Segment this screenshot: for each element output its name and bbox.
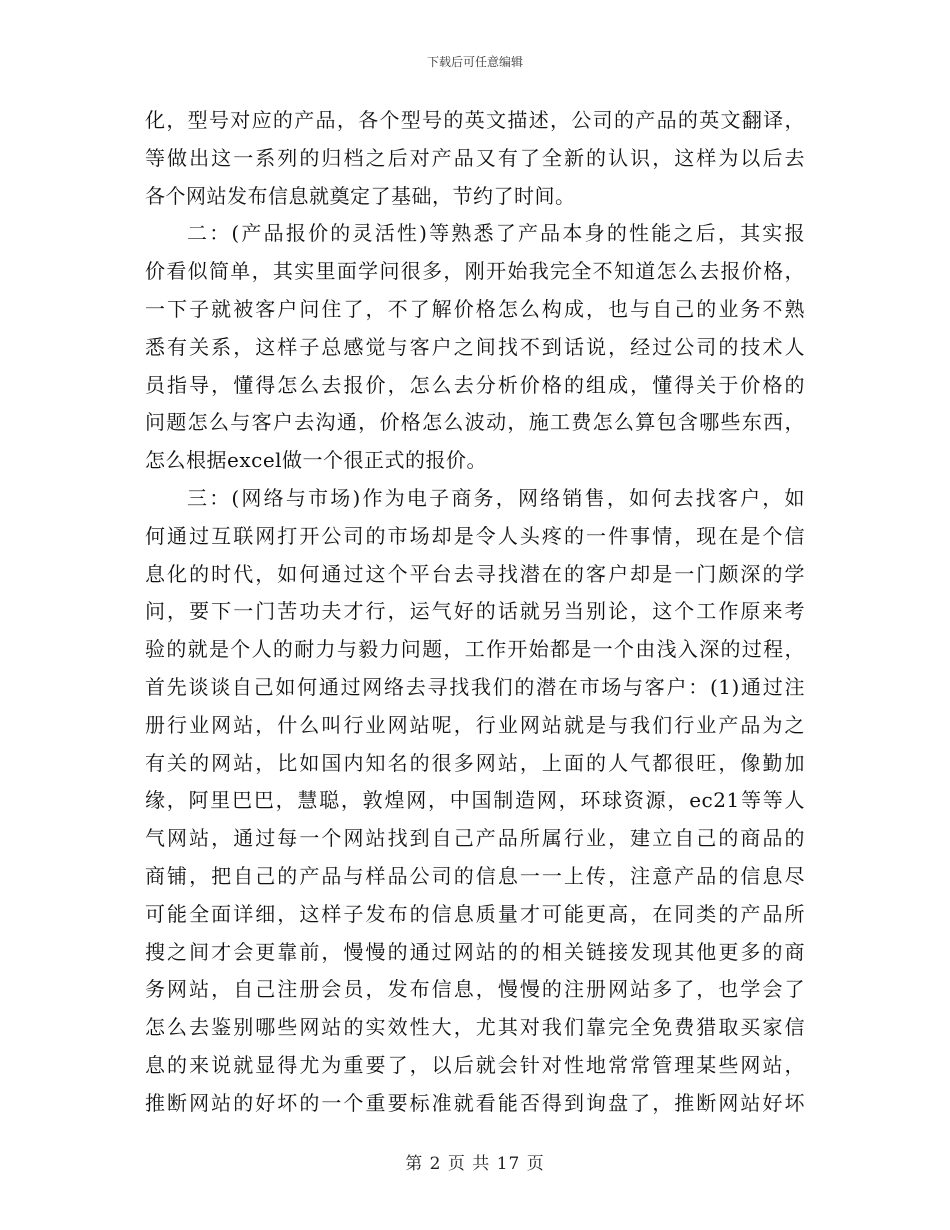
text-line: 怎么去鉴别哪些网站的实效性大，尤其对我们靠完全免费猎取买家信 xyxy=(145,1015,805,1040)
text-line: 息的来说就显得尤为重要了，以后就会针对性地常常管理某些网站， xyxy=(145,1052,805,1077)
text-line: 验的就是个人的耐力与毅力问题，工作开始都是一个由浅入深的过程， xyxy=(145,637,805,662)
text-line: 各个网站发布信息就奠定了基础，节约了时间。 xyxy=(145,183,576,208)
text-line: 何通过互联网打开公司的市场却是令人头疼的一件事情，现在是个信 xyxy=(145,523,805,548)
text-line: 怎么根据excel做一个很正式的报价。 xyxy=(145,448,488,473)
text-line: 问题怎么与客户去沟通，价格怎么波动，施工费怎么算包含哪些东西， xyxy=(145,410,805,435)
text-line: 问，要下一门苦功夫才行，运气好的话就另当别论，这个工作原来考 xyxy=(145,599,805,624)
paragraph-start-line: 三：(网络与市场)作为电子商务，网络销售，如何去找客户，如 xyxy=(187,485,805,510)
text-line: 搜之间才会更靠前，慢慢的通过网站的的相关链接发现其他更多的商 xyxy=(145,939,805,964)
text-line: 务网站，自己注册会员，发布信息，慢慢的注册网站多了，也学会了 xyxy=(145,977,805,1002)
text-line: 可能全面详细，这样子发布的信息质量才可能更高，在同类的产品所 xyxy=(145,901,805,926)
text-line: 化，型号对应的产品，各个型号的英文描述，公司的产品的英文翻译， xyxy=(145,108,805,132)
text-line: 缘，阿里巴巴，慧聪，敦煌网，中国制造网，环球资源，ec21等等人 xyxy=(145,788,805,813)
text-line: 册行业网站，什么叫行业网站呢，行业网站就是与我们行业产品为之 xyxy=(145,712,805,737)
paragraph-start-line: 二：(产品报价的灵活性)等熟悉了产品本身的性能之后，其实报 xyxy=(187,221,805,246)
page-header: 下载后可任意编辑 xyxy=(426,55,523,69)
page-number-footer: 第 2 页 共 17 页 xyxy=(405,1154,545,1174)
text-line: 息化的时代，如何通过这个平台去寻找潜在的客户却是一门颇深的学 xyxy=(145,561,805,586)
text-line: 等做出这一系列的归档之后对产品又有了全新的认识，这样为以后去 xyxy=(145,145,805,170)
text-line: 一下子就被客户问住了，不了解价格怎么构成，也与自己的业务不熟 xyxy=(145,296,805,321)
text-line: 价看似简单，其实里面学问很多，刚开始我完全不知道怎么去报价格， xyxy=(145,259,805,284)
text-line: 悉有关系，这样子总感觉与客户之间找不到话说，经过公司的技术人 xyxy=(145,334,805,359)
text-line: 首先谈谈自己如何通过网络去寻找我们的潜在市场与客户：(1)通过注 xyxy=(145,674,805,699)
text-line: 推断网站的好坏的一个重要标准就看能否得到询盘了，推断网站好坏 xyxy=(145,1090,805,1115)
text-line: 有关的网站，比如国内知名的很多网站，上面的人气都很旺，像勤加 xyxy=(145,750,805,775)
document-body xyxy=(145,102,805,1123)
text-line: 员指导，懂得怎么去报价，怎么去分析价格的组成，懂得关于价格的 xyxy=(145,372,805,397)
text-line: 商铺，把自己的产品与样品公司的信息一一上传，注意产品的信息尽 xyxy=(145,863,805,888)
text-line: 气网站，通过每一个网站找到自己产品所属行业，建立自己的商品的 xyxy=(145,826,805,851)
